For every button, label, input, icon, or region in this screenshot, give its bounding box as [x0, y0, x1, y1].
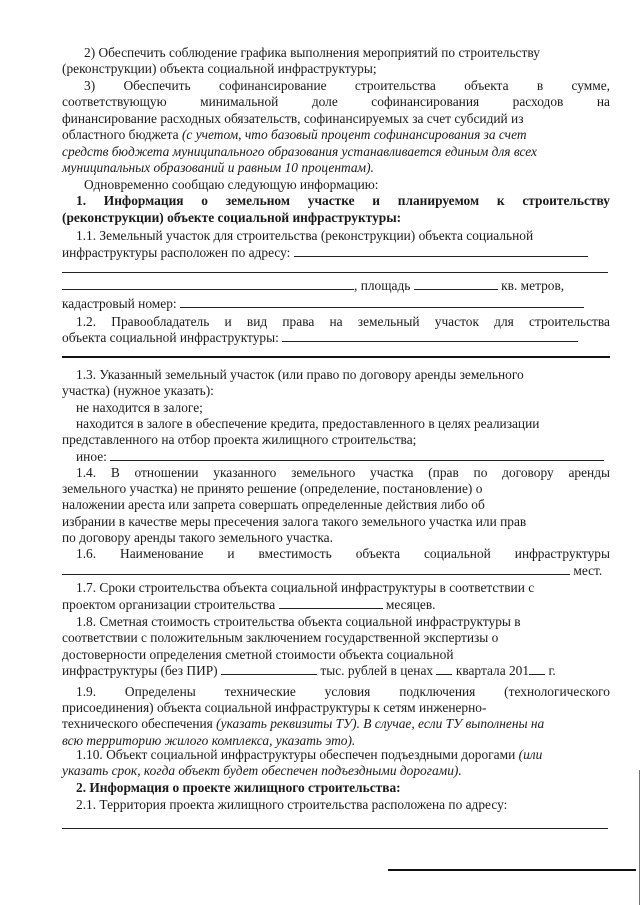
item-2-1-line-1: 2.1. Территория проекта жилищного строительства расположена по адресу: [76, 797, 508, 812]
item-1-3-line-1: 1.3. Указанный земельный участок (или право по договору аренды земельного [76, 367, 524, 382]
other-blank [110, 449, 604, 461]
facility-name-blank [62, 563, 570, 575]
other-label: иное: [76, 449, 107, 464]
item-1-4-line-1: 1.4. В отношении указанного земельного участка (прав по договору аренды [76, 465, 610, 480]
price-level-label: тыс. рублей в ценах [320, 663, 434, 678]
item-1-3-line-2: участка) (нужное указать): [62, 383, 214, 398]
rights-holder-label: объекта социальной инфраструктуры: [62, 330, 279, 345]
rights-holder-blank-line-2 [62, 356, 610, 358]
item-1-8-line-1: 1.8. Сметная стоимость строительства объекта социальной инфраструктуры в [76, 614, 521, 629]
year-blank [529, 663, 545, 675]
places-label: мест. [573, 563, 603, 578]
item-1-3-option-1: не находится в залоге; [76, 400, 203, 415]
item-1-2-line-2 [62, 330, 610, 346]
year-suffix: г. [548, 663, 556, 678]
item-1-7-line-1: 1.7. Сроки строительства объекта социальной инфраструктуры в соответствии с [76, 580, 535, 595]
item-1-3-option-3 [76, 449, 624, 465]
rights-holder-blank [282, 330, 578, 342]
section-2-heading: 2. Информация о проекте жилищного строительства: [76, 780, 401, 795]
item-1-1-line-2 [62, 245, 610, 261]
address-blank-line-3 [62, 278, 354, 290]
item-1-4-line-2: земельного участка) не принято решение (определение, постановление) о [62, 481, 483, 496]
section-1-heading-line-2: (реконструкции) объекте социальной инфраструктуры: [62, 210, 402, 225]
estimate-label: инфраструктуры (без ПИР) [62, 663, 218, 678]
item-1-8-line-2: соответствии с положительным заключением государственной экспертизы о [62, 630, 499, 645]
address-label: инфраструктуры расположен по адресу: [62, 245, 291, 260]
project-address-blank [62, 828, 608, 829]
section-1-heading-line-1: 1. Информация о земельном участке и планируемом к строительству [76, 193, 610, 208]
paragraph-2-line-1: 2) Обеспечить соблюдение графика выполнения мероприятий по строительству [84, 45, 540, 60]
item-1-6-line-1: 1.6. Наименование и вместимость объекта социальной инфраструктуры [76, 546, 610, 561]
access-roads-note: (или [518, 747, 543, 762]
access-roads-text: 1.10. Объект социальной инфраструктуры обеспечен подъездными дорогами [76, 747, 519, 762]
paragraph-3-note: (с учетом, что базовый процент софинансирования за счет [181, 127, 527, 142]
area-label: , площадь [354, 278, 411, 293]
item-1-4-line-5: по договору аренды такого земельного участка. [62, 530, 333, 545]
paragraph-3-line-3: финансирование расходных обязательств, софинансируемых за счет субсидий из [62, 111, 524, 126]
paragraph-3-line-6: муниципальных образований и равным 10 процентам). [62, 160, 374, 175]
intro-line: Одновременно сообщаю следующую информацию: [84, 177, 379, 192]
item-1-3-option-2-cont: представленного на отбор проекта жилищного строительства; [62, 432, 417, 447]
item-1-8-line-4 [62, 663, 610, 679]
cadastral-blank [180, 296, 584, 308]
tech-conditions-note: (указать реквизиты ТУ). В случае, если ТУ выполнены на [216, 716, 545, 731]
months-label: месяцев. [385, 597, 436, 612]
construction-term-label: проектом организации строительства [62, 597, 276, 612]
page-bottom-rule [388, 869, 636, 871]
item-1-2-line-1: 1.2. Правообладатель и вид права на земельный участок для строительства [76, 314, 610, 329]
tech-conditions-text: технического обеспечения [62, 716, 217, 731]
item-1-6-line-2 [62, 563, 610, 579]
item-1-4-line-4: избрании в качестве меры пресечения залога такого земельного участка или прав [62, 514, 527, 529]
item-1-9-line-4: всю территорию жилого комплекса, указать это). [62, 733, 356, 748]
paragraph-3-line-1: 3) Обеспечить софинансирование строительства объекта в сумме, [84, 78, 610, 93]
paragraph-3-line-5: средств бюджета муниципального образования устанавливается единым для всех [62, 144, 537, 159]
item-1-9-line-3 [62, 716, 610, 732]
address-blank [294, 245, 588, 257]
item-1-1-line-4 [62, 296, 610, 312]
item-1-1-line-1: 1.1. Земельный участок для строительства (реконструкции) объекта социальной [76, 228, 534, 243]
item-1-7-line-2 [62, 597, 610, 613]
item-1-9-line-1: 1.9. Определены технические условия подключения (технологического [76, 684, 610, 699]
item-1-1-line-3 [62, 278, 610, 294]
item-1-8-line-3: достоверности определения сметной стоимости объекта социальной [62, 647, 454, 662]
area-units: кв. метров, [501, 278, 565, 293]
quarter-blank [436, 663, 452, 675]
paragraph-2-line-2: (реконструкции) объекта социальной инфраструктуры; [62, 61, 377, 76]
area-blank [414, 278, 498, 290]
cadastral-label: кадастровый номер: [62, 296, 177, 311]
estimate-blank [221, 663, 317, 675]
paragraph-3-line-2: соответствующую минимальной доле софинансирования расходов на [62, 94, 610, 109]
construction-term-blank [279, 597, 383, 609]
item-1-10-line-1 [76, 747, 610, 763]
paragraph-3-text: областного бюджета [62, 127, 182, 142]
item-1-3-option-2: находится в залоге в обеспечение кредита, предоставленного в целях реализации [76, 416, 540, 431]
paragraph-3-line-4 [62, 127, 610, 143]
item-1-4-line-3: наложении ареста или запрета совершать определенные действия либо об [62, 497, 485, 512]
item-1-9-line-2: присоединения) объекта социальной инфраструктуры к сетям инженерно- [62, 700, 487, 715]
quarter-label: квартала 201 [455, 663, 530, 678]
address-blank-line-2 [62, 272, 608, 273]
item-1-10-line-2: указать срок, когда объект будет обеспечен подъездными дорогами). [62, 763, 462, 778]
